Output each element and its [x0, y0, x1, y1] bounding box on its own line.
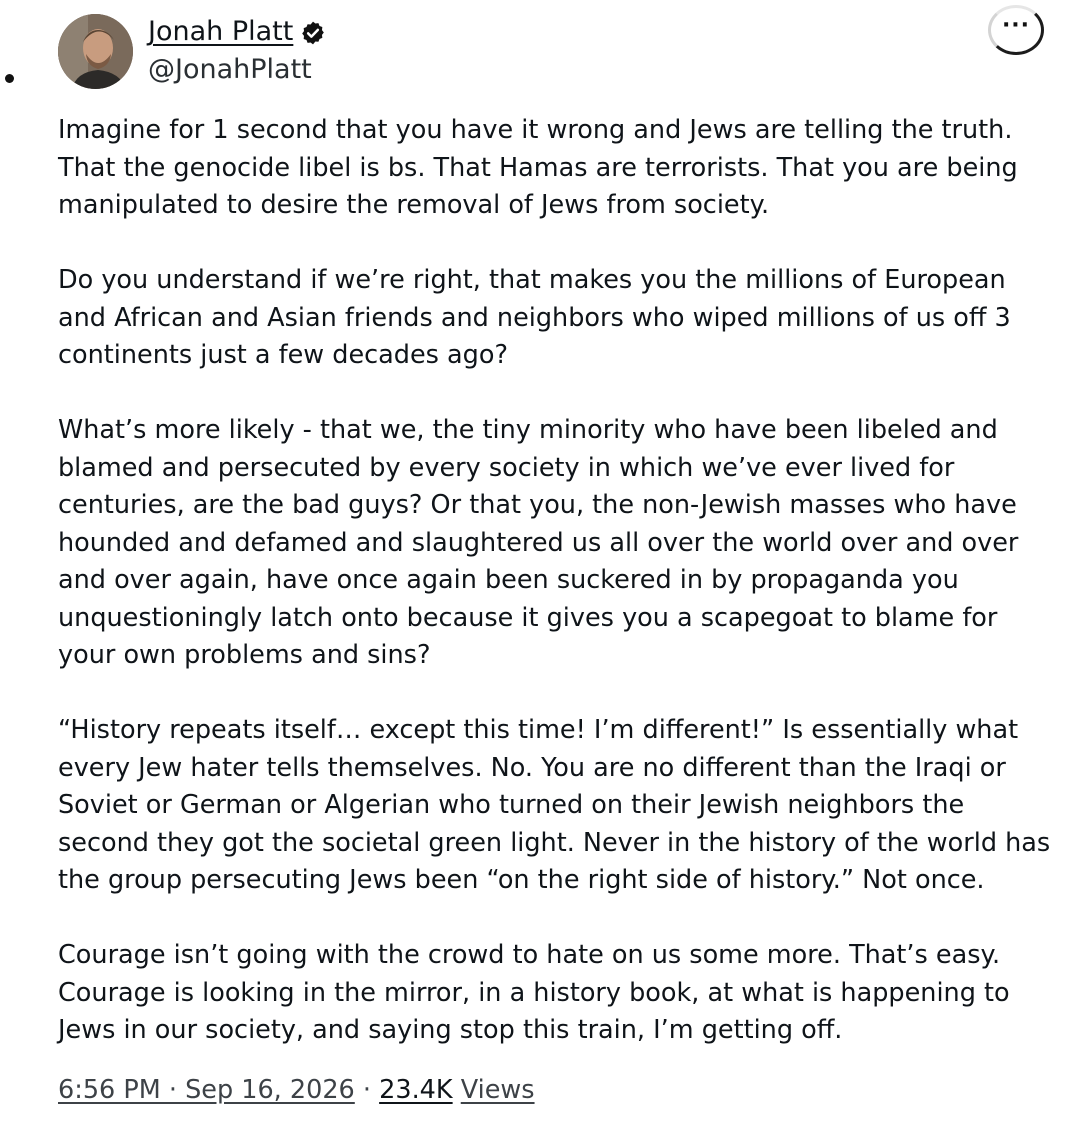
meta-separator: · — [362, 1075, 372, 1105]
bullet-dot — [5, 74, 14, 83]
post-paragraph: “History repeats itself… except this time! I’m different!” Is essentially what every Jew hater tells themselves. No. You are no different than the Iraqi or Soviet or German or Algerian who turned on their Jewish neighbors the second they got the societal green light. Never in the history of the world has the group persecuting Jews been “on the right side of history.” Not once. — [58, 715, 1051, 895]
more-horizontal-icon: ··· — [1001, 13, 1031, 38]
post-timestamp-link[interactable]: 6:56 PM · Sep 16, 2026 — [58, 1075, 355, 1105]
views-count-link[interactable]: 23.4K — [379, 1075, 453, 1105]
post-paragraph: Do you understand if we’re right, that makes you the millions of European and African and Asian friends and neighbors who wiped millions of us off 3 continents just a few decades ago? — [58, 265, 1011, 370]
author-handle[interactable]: @JonahPlatt — [148, 54, 312, 85]
author-display-name[interactable]: Jonah Platt — [148, 16, 294, 47]
verified-badge-icon — [300, 20, 326, 46]
post-meta — [58, 1073, 535, 1107]
post-paragraph: What’s more likely - that we, the tiny minority who have been libeled and blamed and persecuted by every society in which we’ve ever lived for centuries, are the bad guys? Or that you, the non-Jewish masses who have hounded and defamed and slaughtered us all over the world over and over and over again, have once again been suckered in by propaganda you unquestioningly latch onto because it gives you a scapegoat to blame for your own problems and sins? — [58, 415, 1019, 670]
avatar[interactable] — [58, 14, 133, 89]
post-paragraph: Imagine for 1 second that you have it wrong and Jews are telling the truth. That the genocide libel is bs. That Hamas are terrorists. That you are being manipulated to desire the removal of Jews from society. — [58, 115, 1018, 220]
post-paragraph: Courage isn’t going with the crowd to hate on us some more. That’s easy. Courage is looking in the mirror, in a history book, at what is happening to Jews in our society, and saying stop this train, I’m getting off. — [58, 940, 1010, 1045]
post-text — [58, 112, 1058, 1050]
profile-photo-icon — [58, 14, 133, 89]
more-options-button[interactable] — [988, 5, 1044, 55]
views-label-link[interactable]: Views — [460, 1075, 535, 1105]
